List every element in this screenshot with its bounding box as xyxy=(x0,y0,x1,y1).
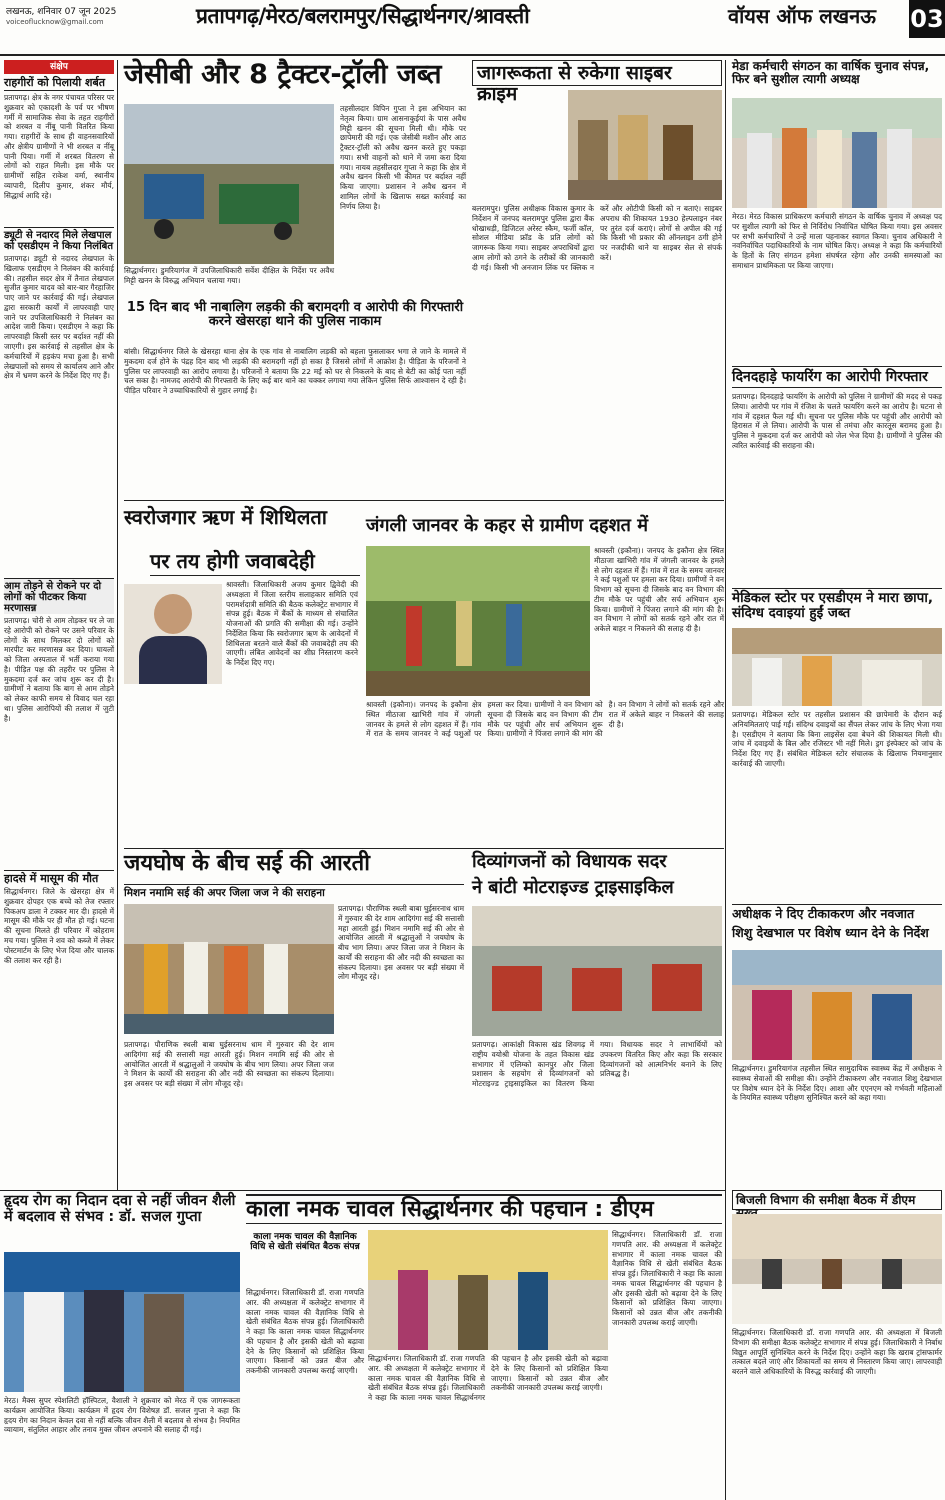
brief3-headline: आम तोड़ने से रोकने पर दो लोगों को पीटकर किया मरणासन्न xyxy=(4,578,114,614)
medical-text: प्रतापगढ़। मेडिकल स्टोर पर तहसील प्रशासन की छापेमारी के दौरान कई अनियमितताएं पाई गईं। संदिग्ध दवाइयों का सैंपल लेकर जांच के लिए भेजा गया है। एसडीएम ने बताया कि बिना लाइसेंस दवा बेचने की शिकायत मिली थी। जांच में दवाइयों के बिल और रजिस्टर भी नहीं मिले। ड्रग इंस्पेक्टर को जांच के निर्देश दिए गए हैं। संबंधित मेडिकल स्टोर संचालक के खिलाफ नियमानुसार कार्रवाई की जाएगी। xyxy=(732,710,942,768)
loan-text: श्रावस्ती। जिलाधिकारी अजय कुमार द्विवेदी की अध्यक्षता में जिला स्तरीय सलाहकार समिति एवं परामर्शदात्री समिति की बैठक कलेक्ट्रेट सभागार में संपन्न हुई। बैठक में बैंकों के माध्यम से संचालित योजनाओं की प्रगति की समीक्षा की गई। उन्होंने निर्देशित किया कि स्वरोजगार ऋण के आवेदनों में शिथिलता बरतने वाले बैंकों की जवाबदेही तय की जाएगी। लंबित आवेदनों का शीघ्र निस्तारण करने के निर्देश दिए गए। xyxy=(226,580,358,668)
brief1-text: प्रतापगढ़। क्षेत्र के नगर पंचायत परिसर पर शुक्रवार को एकादशी के पर्व पर भीषण गर्मी में सामाजिक सेवा के तहत राहगीरों को शरबत व नींबू पानी वितरित किया गया। राहगीरों के साथ ही वाहनसवारियों और क्षेत्रीय ग्रामीणों ने भी शरबत व नींबू पानी पिया। गर्मी में शरबत वितरण से लोगों को राहत मिली। इस मौके पर ग्रामीणों सहित राकेश वर्मा, स्थानीय व्यापारी, दिलीप कुमार, शंकर मौर्य, सिद्धार्थ आदि रहे। xyxy=(4,93,114,200)
heart-photo xyxy=(4,1252,240,1392)
brief2-text: प्रतापगढ़। ड्यूटी से नदारद लेखपाल के खिलाफ एसडीएम ने निलंबन की कार्रवाई की। तहसील सदर क्षेत्र में तैनात लेखपाल सुजीत कुमार यादव को बार-बार गैरहाजिर पाए जाने पर कार्रवाई की गई। लेखपाल द्वारा सरकारी कार्यों में लापरवाही पाए जाने पर उपजिलाधिकारी ने निलंबन का आदेश जारी किया। एसडीएम ने कहा कि लापरवाही किसी स्तर पर बर्दाश्त नहीं की जाएगी। इस कार्रवाई से तहसील क्षेत्र के कर्मचारियों में हड़कंप मचा हुआ है। सभी लेखपालों को समय से कार्यालय आने और क्षेत्र में भ्रमण करने के निर्देश दिए गए हैं। xyxy=(4,254,114,381)
loan-headline-b: पर तय होगी जवाबदेही xyxy=(150,550,360,576)
child-photo xyxy=(732,950,942,1060)
brief-badge: संक्षेप xyxy=(4,60,114,74)
police-headline: 15 दिन बाद भी नाबालिग लड़की की बरामदगी व आरोपी की गिरफ्तारी करने खेसरहा थाने की पुलिस नाकाम xyxy=(126,300,464,330)
child-headline-b: शिशु देखभाल पर विशेष ध्यान देने के निर्देश xyxy=(732,925,929,940)
aarti-text: प्रतापगढ़। पौराणिक स्थली बाबा घुईसरनाथ धाम में गुरुवार की देर शाम आदिगंगा सई की सत्तासी महा आरती हुई। मिशन नमामि सई की ओर से आयोजित आरती में श्रद्धालुओं ने जयघोष के बीच भाग लिया। अपर जिला जज ने मिशन के कार्यों की सराहना की और नदी की स्वच्छता का संकल्प दिलाया। इस अवसर पर बड़ी संख्या में लोग मौजूद रहे। xyxy=(338,904,464,982)
loan-portrait xyxy=(124,584,222,684)
jcb-lead: सिद्धार्थनगर। डुमरियागंज में उपजिलाधिकारी सर्वेश दीक्षित के निर्देश पर अवैध मिट्टी खनन के विरुद्ध अभियान चलाया गया। xyxy=(124,266,334,285)
tricycle-headline-b: ने बांटी मोटराइज्ड ट्राइसाइकिल xyxy=(472,877,674,898)
wild-photo xyxy=(366,546,590,696)
paper-name: वॉयस ऑफ लखनऊ xyxy=(728,4,876,28)
brief3-text: प्रतापगढ़। चोरी से आम तोड़कर घर ले जा रहे आरोपी को रोकने पर उसने परिवार के लोगों के साथ मिलकर दो लोगों को मारपीट कर मरणासन्न कर दिया। घायलों को जिला अस्पताल में भर्ती कराया गया है। पीड़ित पक्ष की तहरीर पर पुलिस ने मुकदमा दर्ज कर जांच शुरू कर दी है। ग्रामीणों ने बताया कि बाग से आम तोड़ने को लेकर काफी समय से विवाद चल रहा था। पुलिस आरोपियों की तलाश में जुटी है। xyxy=(4,616,114,723)
edition-date: लखनऊ, शनिवार 07 जून 2025 xyxy=(6,7,117,17)
jcb-photo xyxy=(124,104,334,264)
brief4-headline: हादसे में मासूम की मौत xyxy=(4,870,114,885)
tricycle-photo xyxy=(472,906,722,1036)
rice-photo xyxy=(368,1230,608,1350)
rice-text-2: सिद्धार्थनगर। जिलाधिकारी डॉ. राजा गणपति आर. की अध्यक्षता में कलेक्ट्रेट सभागार में काला नमक चावल की वैज्ञानिक विधि से खेती संबंधित बैठक संपन्न हुई। जिलाधिकारी ने कहा कि काला नमक चावल सिद्धार्थनगर की पहचान है और इसकी खेती को बढ़ावा देने के लिए किसानों को प्रशिक्षित किया जाएगा। किसानों को उन्नत बीज और तकनीकी जानकारी उपलब्ध कराई जाएगी। xyxy=(368,1354,608,1403)
aarti-subhead: मिशन नमामि सई की अपर जिला जज ने की सराहना xyxy=(124,884,464,900)
brief2-headline: ड्यूटी से नदारद मिले लेखपाल को एसडीएम ने किया निलंबित xyxy=(4,227,114,252)
wild-text: श्रावस्ती (इकौना)। जनपद के इकौना क्षेत्र स्थित मीठाजा खाभिरी गांव में जंगली जानवर के हमले से लोग दहशत में हैं। गांव में रात के समय जानवर ने कई पशुओं पर हमला कर दिया। ग्रामीणों ने वन विभाग को सूचना दी जिसके बाद वन विभाग की टीम मौके पर पहुंची और सर्च अभियान शुरू किया। ग्रामीणों ने पिंजरा लगाने की मांग की है। वन विभाग ने लोगों को सतर्क रहने और रात में अकेले बाहर न निकलने की सलाह दी है। xyxy=(594,546,724,634)
page-number: 03 xyxy=(909,0,945,38)
cyber-text: बलरामपुर। पुलिस अधीक्षक विकास कुमार के निर्देशन में जनपद बलरामपुर पुलिस द्वारा बैंक धोखाधड़ी, डिजिटल अरेस्ट स्कैम, फर्जी कॉल, सोशल मीडिया फ्रॉड के प्रति लोगों को जागरूक किया गया। साइबर अपराधियों द्वारा आम लोगों को ठगने के तरीकों की जानकारी दी गई। किसी भी अनजान लिंक पर क्लिक न करें और ओटीपी किसी को न बताएं। साइबर अपराध की शिकायत 1930 हेल्पलाइन नंबर पर तुरंत दर्ज कराएं। लोगों से अपील की गई कि किसी भी प्रकार की ऑनलाइन ठगी होने पर नजदीकी थाने या साइबर सेल से संपर्क करें। xyxy=(472,204,722,272)
edition-email: voiceoflucknow@gmail.com xyxy=(6,18,104,26)
aarti-headline: जयघोष के बीच सई की आरती xyxy=(124,851,370,876)
rice-subhead: काला नमक चावल की वैज्ञानिक विधि से खेती संबंधित बैठक संपन्न xyxy=(250,1232,360,1253)
tricycle-headline-a: दिव्यांगजनों को विधायक सदर xyxy=(472,851,667,872)
loan-headline-a: स्वरोजगार ऋण में शिथिलता xyxy=(124,505,327,529)
rice-text: सिद्धार्थनगर। जिलाधिकारी डॉ. राजा गणपति आर. की अध्यक्षता में कलेक्ट्रेट सभागार में काला नमक चावल की वैज्ञानिक विधि से खेती संबंधित बैठक संपन्न हुई। जिलाधिकारी ने कहा कि काला नमक चावल सिद्धार्थनगर की पहचान है और इसकी खेती को बढ़ावा देने के लिए किसानों को प्रशिक्षित किया जाएगा। किसानों को उन्नत बीज और तकनीकी जानकारी उपलब्ध कराई जाएगी। xyxy=(246,1288,364,1376)
union-photo xyxy=(732,98,942,208)
power-headline: बिजली विभाग की समीक्षा बैठक में डीएम xyxy=(732,1190,942,1210)
brief1-headline: राहगीरों को पिलायी शर्बत xyxy=(4,77,114,91)
union-text: मेरठ। मेरठ विकास प्राधिकरण कर्मचारी संगठन के वार्षिक चुनाव में अध्यक्ष पद पर सुशील त्यागी को फिर से निर्विरोध निर्वाचित घोषित किया गया। इस अवसर पर सभी कर्मचारियों ने उन्हें माला पहनाकर स्वागत किया। चुनाव अधिकारी ने नवनिर्वाचित पदाधिकारियों के नाम घोषित किए। अध्यक्ष ने कहा कि कर्मचारियों के हितों के लिए संगठन हमेशा संघर्षरत रहेगा और उनकी समस्याओं का समाधान प्राथमिकता पर किया जाएगा। xyxy=(732,212,942,270)
cyber-photo xyxy=(568,90,722,200)
firing-text: प्रतापगढ़। दिनदहाड़े फायरिंग के आरोपी को पुलिस ने ग्रामीणों की मदद से पकड़ लिया। आरोपी पर गांव में रंजिश के चलते फायरिंग करने का आरोप है। घटना से गांव में दहशत फैल गई थी। सूचना पर पुलिस मौके पर पहुंची और आरोपी को हिरासत में ले लिया। आरोपी के पास से तमंचा और कारतूस बरामद हुआ है। पुलिस ने मुकदमा दर्ज कर आरोपी को जेल भेज दिया है। ग्रामीणों ने पुलिस की त्वरित कार्रवाई की सराहना की। xyxy=(732,392,942,450)
cyber-headline: जागरूकता से रुकेगा साइबर क्राइम xyxy=(472,60,722,86)
heart-headline: हृदय रोग का निदान दवा से नहीं जीवन शैली में बदलाव से संभव : डॉ. सजल गुप्ता xyxy=(4,1193,236,1225)
rice-text-3: सिद्धार्थनगर। जिलाधिकारी डॉ. राजा गणपति आर. की अध्यक्षता में कलेक्ट्रेट सभागार में काला नमक चावल की वैज्ञानिक विधि से खेती संबंधित बैठक संपन्न हुई। जिलाधिकारी ने कहा कि काला नमक चावल सिद्धार्थनगर की पहचान है और इसकी खेती को बढ़ावा देने के लिए किसानों को प्रशिक्षित किया जाएगा। किसानों को उन्नत बीज और तकनीकी जानकारी उपलब्ध कराई जाएगी। xyxy=(612,1230,722,1327)
jcb-text: तहसीलदार विपिन गुप्ता ने इस अभियान का नेतृत्व किया। ग्राम आसनाकुईयां के पास अवैध मिट्टी खनन की सूचना मिली थी। मौके पर छापेमारी की गई। एक जेसीबी मशीन और आठ ट्रैक्टर-ट्रॉली को अवैध खनन करते हुए पकड़ा गया। सभी वाहनों को थाने में जमा करा दिया गया। नायब तहसीलदार गुप्ता ने कहा कि क्षेत्र में अवैध खनन किसी भी कीमत पर बर्दाश्त नहीं किया जाएगा। प्रशासन ने अवैध खनन में शामिल लोगों के खिलाफ सख्त कार्रवाई का निर्णय लिया है। xyxy=(340,104,466,211)
heart-text: मेरठ। मैक्स सुपर स्पेशलिटी हॉस्पिटल, वैशाली ने शुक्रवार को मेरठ में एक जागरूकता कार्यक्रम आयोजित किया। कार्यक्रम में हृदय रोग विशेषज्ञ डॉ. सजल गुप्ता ने कहा कि हृदय रोग का निदान केवल दवा से नहीं बल्कि जीवन शैली में बदलाव से संभव है। नियमित व्यायाम, संतुलित आहार और तनाव मुक्त जीवन अपनाने की सलाह दी गई। xyxy=(4,1396,240,1435)
jcb-headline: जेसीबी और 8 ट्रैक्टर-ट्रॉली जब्त xyxy=(124,59,442,90)
firing-headline: दिनदहाड़े फायरिंग का आरोपी गिरफ्तार xyxy=(732,366,942,388)
power-text: सिद्धार्थनगर। जिलाधिकारी डॉ. राजा गणपति आर. की अध्यक्षता में बिजली विभाग की समीक्षा बैठक कलेक्ट्रेट सभागार में संपन्न हुई। जिलाधिकारी ने निर्बाध विद्युत आपूर्ति सुनिश्चित करने के निर्देश दिए। उन्होंने कहा कि खराब ट्रांसफार्मर तत्काल बदले जाएं और शिकायतों का समय से निस्तारण किया जाए। लापरवाही बरतने वाले अधिकारियों के विरुद्ध कार्रवाई की जाएगी। xyxy=(732,1328,942,1377)
masthead xyxy=(0,0,945,56)
child-headline-a: अधीक्षक ने दिए टीकाकरण और नवजात xyxy=(732,904,942,946)
power-photo xyxy=(732,1214,942,1324)
aarti-text-2: प्रतापगढ़। पौराणिक स्थली बाबा घुईसरनाथ धाम में गुरुवार की देर शाम आदिगंगा सई की सत्तासी महा आरती हुई। मिशन नमामि सई की ओर से आयोजित आरती में श्रद्धालुओं ने जयघोष के बीच भाग लिया। अपर जिला जज ने मिशन के कार्यों की सराहना की और नदी की स्वच्छता का संकल्प दिलाया। इस अवसर पर बड़ी संख्या में लोग मौजूद रहे। xyxy=(124,1040,334,1089)
child-text: सिद्धार्थनगर। डुमरियागंज तहसील स्थित सामुदायिक स्वास्थ्य केंद्र में अधीक्षक ने स्वास्थ्य सेवाओं की समीक्षा की। उन्होंने टीकाकरण और नवजात शिशु देखभाल पर विशेष ध्यान देने के निर्देश दिए। आशा और एएनएम को गर्भवती महिलाओं के नियमित स्वास्थ्य परीक्षण सुनिश्चित करने को कहा गया। xyxy=(732,1064,942,1103)
brief4-text: सिद्धार्थनगर। जिले के खेसरहा क्षेत्र में शुक्रवार दोपहर एक बच्चे को तेज रफ्तार पिकअप डाला ने टक्कर मार दी। हादसे में मासूम की मौके पर ही मौत हो गई। घटना की सूचना मिलते ही परिवार में कोहराम मच गया। पुलिस ने शव को कब्जे में लेकर पोस्टमार्टम के लिए भेज दिया और चालक की तलाश कर रही है। xyxy=(4,887,114,965)
wild-text-2: श्रावस्ती (इकौना)। जनपद के इकौना क्षेत्र स्थित मीठाजा खाभिरी गांव में जंगली जानवर के हमले से लोग दहशत में हैं। गांव में रात के समय जानवर ने कई पशुओं पर हमला कर दिया। ग्रामीणों ने वन विभाग को सूचना दी जिसके बाद वन विभाग की टीम मौके पर पहुंची और सर्च अभियान शुरू किया। ग्रामीणों ने पिंजरा लगाने की मांग की है। वन विभाग ने लोगों को सतर्क रहने और रात में अकेले बाहर न निकलने की सलाह दी है। xyxy=(366,700,724,739)
medical-headline: मेडिकल स्टोर पर एसडीएम ने मारा छापा, संदिग्ध दवाइयां हुईं जब्त xyxy=(732,588,942,624)
rice-headline: काला नमक चावल सिद्धार्थनगर की पहचान : डीएम xyxy=(246,1194,722,1224)
medical-photo xyxy=(732,628,942,706)
wild-headline: जंगली जानवर के कहर से ग्रामीण दहशत में xyxy=(366,515,648,536)
left-column xyxy=(4,60,114,1190)
police-text: बांसी। सिद्धार्थनगर जिले के खेसरहा थाना क्षेत्र के एक गांव से नाबालिग लड़की को बहला फुसलाकर भगा ले जाने के मामले में मुकदमा दर्ज होने के पंद्रह दिन बाद भी लड़की की बरामदगी नहीं हो सका है जिससे लोगों में आक्रोश है। पीड़िता के परिजनों ने पुलिस पर लापरवाही का आरोप लगाया है। परिजनों ने बताया कि 22 मई को घर से निकलने के बाद से बेटी का कोई पता नहीं चल सका है। नामजद आरोपी की गिरफ्तारी के लिए कई बार थाने का चक्कर लगाया गया लेकिन पुलिस सिर्फ आश्वासन दे रही है। पीड़ित परिवार ने उच्चाधिकारियों से गुहार लगाई है। xyxy=(124,347,467,396)
tricycle-text: प्रतापगढ़। आकांक्षी विकास खंड शिवगढ़ में राष्ट्रीय वयोश्री योजना के तहत विकास खंड सभागार में एलिम्को कानपुर और जिला प्रशासन के सहयोग से दिव्यांगजनों को मोटराइज्ड ट्राइसाइकिल का वितरण किया गया। विधायक सदर ने लाभार्थियों को उपकरण वितरित किए और कहा कि सरकार दिव्यांगजनों को आत्मनिर्भर बनाने के लिए प्रतिबद्ध है। xyxy=(472,1040,722,1089)
union-headline: मेडा कर्मचारी संगठन का वार्षिक चुनाव संपन्न, फिर बने सुशील त्यागी अध्यक्ष xyxy=(732,59,930,87)
aarti-photo xyxy=(124,904,334,1034)
edition-cities: प्रतापगढ़/मेरठ/बलरामपुर/सिद्धार्थनगर/श्रावस्ती xyxy=(196,4,530,28)
